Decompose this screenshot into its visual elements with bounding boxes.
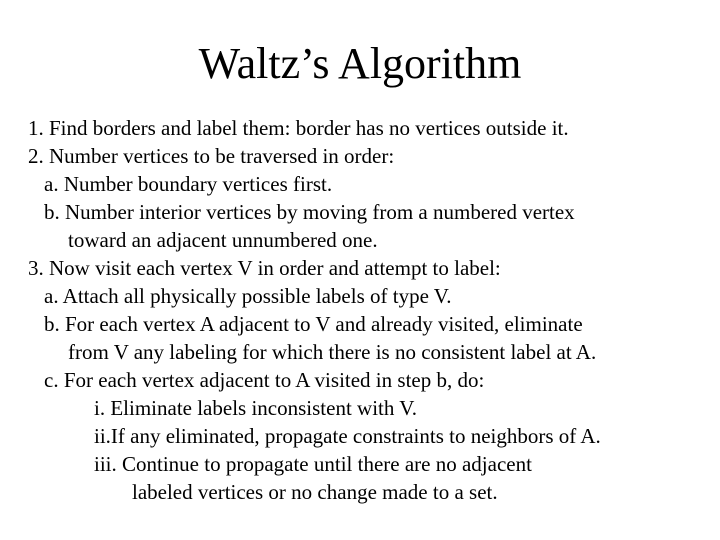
step-1: 1. Find borders and label them: border has no vertices outside it. xyxy=(28,116,569,140)
slide-title: Waltz’s Algorithm xyxy=(198,39,522,88)
step-3: 3. Now visit each vertex V in order and attempt to label: xyxy=(28,256,501,280)
step-3c: c. For each vertex adjacent to A visited in step b, do: xyxy=(44,368,485,392)
step-3c-ii: ii.If any eliminated, propagate constraints to neighbors of A. xyxy=(94,424,601,448)
step-3a: a. Attach all physically possible labels of type V. xyxy=(44,284,452,308)
step-3c-i: i. Eliminate labels inconsistent with V. xyxy=(94,396,417,420)
step-3b-continued: from V any labeling for which there is no consistent label at A. xyxy=(68,340,597,364)
step-2b-continued: toward an adjacent unnumbered one. xyxy=(68,228,378,252)
step-2b: b. Number interior vertices by moving from a numbered vertex xyxy=(44,200,575,224)
step-2: 2. Number vertices to be traversed in order: xyxy=(28,144,395,168)
step-2a: a. Number boundary vertices first. xyxy=(44,172,333,196)
step-3b: b. For each vertex A adjacent to V and already visited, eliminate xyxy=(44,312,583,336)
step-3c-iii: iii. Continue to propagate until there are no adjacent xyxy=(94,452,532,476)
step-3c-iii-continued: labeled vertices or no change made to a set. xyxy=(132,480,498,504)
